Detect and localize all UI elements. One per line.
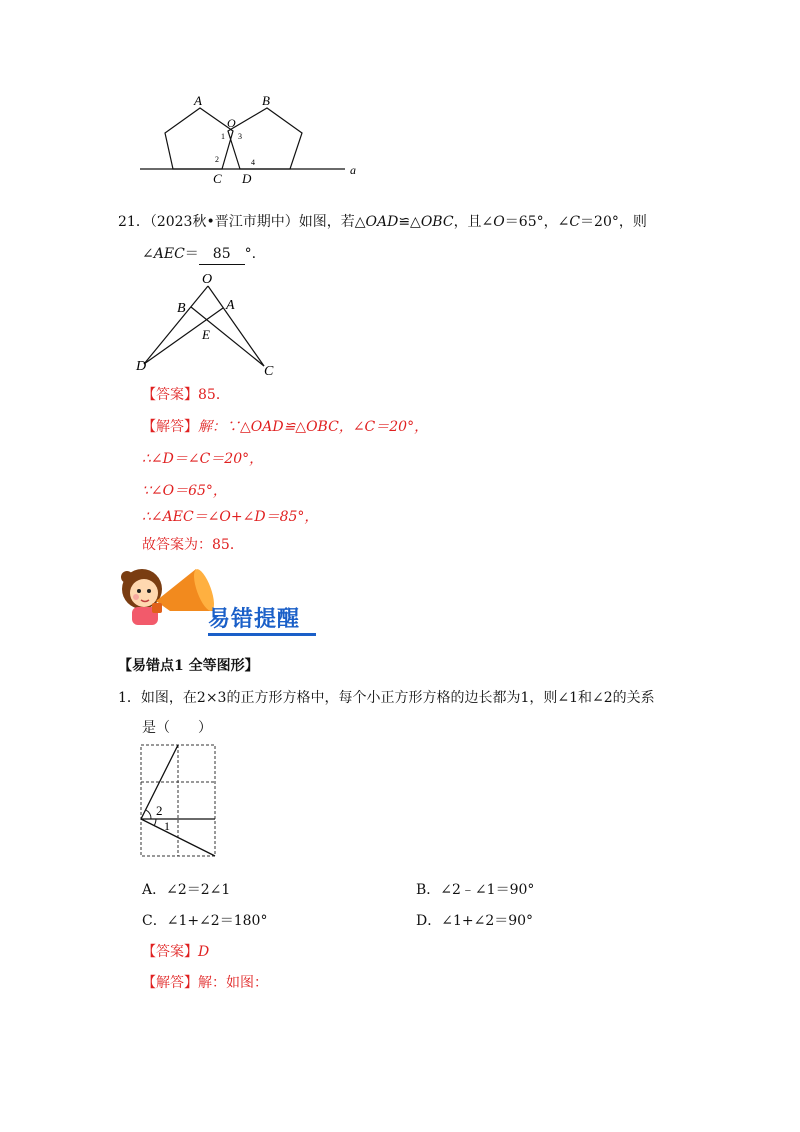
grid-angle-2: 2 [156,803,163,818]
q1-solution: 【解答】解：如图： [142,975,268,991]
option-A[interactable]: A．∠2＝2∠1 [142,882,231,898]
option-B[interactable]: B．∠2﹣∠1＝90° [416,882,535,898]
tri-label-O: O [202,272,213,287]
q1-number: 1． [118,690,141,706]
grid-figure [138,742,220,860]
q1-line2: 是（ ） [142,720,212,736]
banner-title-wrap [208,602,316,636]
label-4: 4 [251,158,255,167]
q21-number: 21． [118,214,150,230]
banner-underline [208,633,316,636]
triangle-figure [132,268,282,380]
tri-label-A: A [226,298,235,313]
label-B: B [262,93,270,108]
megaphone-girl-illustration [118,563,218,631]
q21-solution-line3: ∵∠O＝65°， [142,483,227,499]
label-D: D [242,171,252,186]
q21-solution-line2: ∴∠D＝∠C＝20°， [142,451,264,467]
option-C[interactable]: C．∠1+∠2＝180° [142,913,268,929]
tri-label-B: B [177,301,186,316]
grid-angle-1: 1 [164,819,170,833]
tri-label-D: D [136,359,147,374]
section-title: 【易错点1 全等图形】 [118,658,259,674]
q21-solution-line5: 故答案为：85． [142,537,244,553]
q21-answer: 【答案】85． [142,387,230,403]
label-1: 1 [221,132,225,141]
q21-solution-line1: 【解答】解：∵△OAD≌△OBC，∠C＝20°， [142,419,429,435]
q21-blank: 85 [199,244,245,265]
label-3: 3 [238,132,242,141]
label-O: O [227,116,236,130]
banner-title: 易错提醒 [208,607,301,632]
pentagon-figure [130,88,370,188]
q1-answer: 【答案】D [142,944,210,960]
label-2: 2 [215,155,219,164]
q1-line1: 1．如图，在2×3的正方形方格中，每个小正方形方格的边长都为1，则∠1和∠2的关系 [118,690,655,706]
q21-source: （2023秋•晋江市期中） [149,214,299,230]
label-C: C [213,171,222,186]
option-D[interactable]: D．∠1+∠2＝90° [416,913,534,929]
q21-line1: 21．（2023秋•晋江市期中）如图，若△OAD≌△OBC，且∠O＝65°，∠C＝20°，则 [118,214,647,230]
tri-label-E: E [202,327,210,342]
tri-label-C: C [264,364,274,379]
label-A: A [194,93,202,108]
q21-solution-line4: ∴∠AEC＝∠O+∠D＝85°， [142,509,319,525]
q21-line2: ∠AEC＝ 85 °. [142,244,256,265]
label-a: a [350,163,356,177]
